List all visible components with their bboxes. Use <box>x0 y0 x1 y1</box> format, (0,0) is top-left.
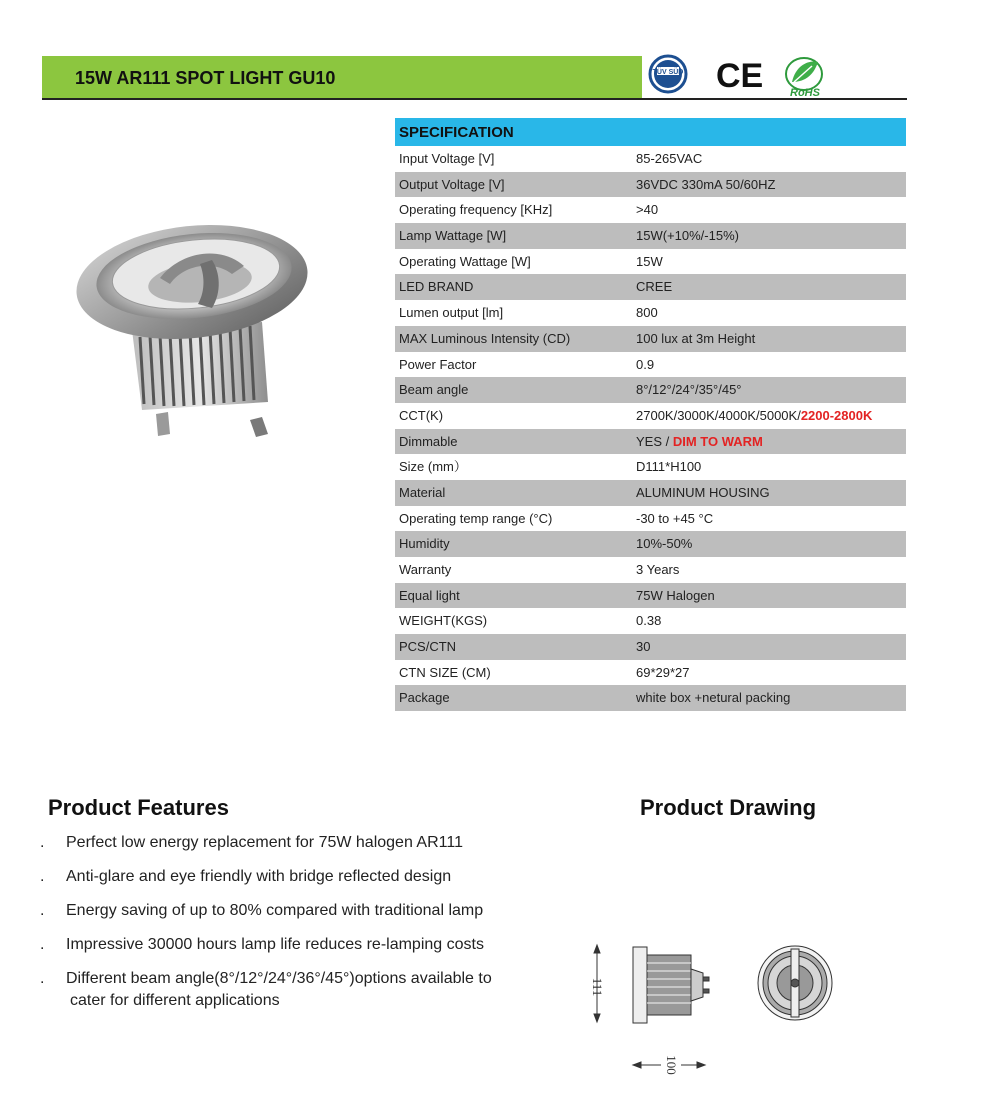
spec-value <box>636 326 755 352</box>
height-dimension <box>590 945 605 1022</box>
spec-label: Lumen output [lm] <box>399 305 504 321</box>
spec-value-text: 85-265VAC <box>636 151 703 166</box>
title-bar <box>42 56 642 99</box>
product-drawing <box>585 935 845 1085</box>
spec-label: Dimmable <box>399 433 458 449</box>
spec-label: CCT(K) <box>399 407 444 423</box>
spec-label: WEIGHT(KGS) <box>399 613 488 629</box>
spec-row <box>395 172 906 198</box>
spec-label: Beam angle <box>399 382 469 398</box>
page-title: 15W AR111 SPOT LIGHT GU10 <box>75 68 336 88</box>
features-title: Product Features <box>48 795 229 820</box>
spec-value-text: 75W Halogen <box>636 587 715 603</box>
spec-label: Material <box>399 484 446 500</box>
spec-value <box>636 685 790 711</box>
spec-value-text: CREE <box>636 279 673 295</box>
features-list <box>40 832 600 1024</box>
spec-value-text: 30 <box>636 639 651 655</box>
spec-label: Size (mm） <box>399 459 467 475</box>
spec-value <box>636 249 663 275</box>
certification-logos <box>648 52 908 100</box>
spec-label: Power Factor <box>399 356 477 372</box>
spec-row <box>395 634 906 660</box>
spec-label: PCS/CTN <box>399 639 457 655</box>
tuv-label: TÜV SÜD <box>652 69 684 76</box>
spec-label: Output Voltage [V] <box>399 176 505 192</box>
spec-row <box>395 531 906 557</box>
spec-value <box>636 660 690 686</box>
spec-row <box>395 506 906 532</box>
spec-value-text: 36VDC 330mA 50/60HZ <box>636 176 776 192</box>
spec-row <box>395 480 906 506</box>
feature-text: Different beam angle(8°/12°/24°/36°/45°)options available to <box>66 970 492 987</box>
lamp-photo <box>72 212 312 452</box>
spec-value-text: 0.38 <box>636 613 662 629</box>
spec-row <box>395 660 906 686</box>
spec-row <box>395 274 906 300</box>
rohs-label: RoHS <box>790 87 820 99</box>
spec-row <box>395 557 906 583</box>
ce-logo <box>716 57 763 95</box>
spec-label: Equal light <box>399 587 460 603</box>
feature-text: Anti-glare and eye friendly with bridge reflected design <box>66 868 452 885</box>
feature-item <box>40 866 600 888</box>
feature-item <box>40 832 600 854</box>
spec-label: LED BRAND <box>399 279 474 295</box>
spec-row <box>395 326 906 352</box>
width-dimension-label: 100 <box>664 1055 679 1075</box>
spec-value-text: white box +netural packing <box>636 690 791 706</box>
bullet-icon: . <box>40 868 45 885</box>
spec-row <box>395 223 906 249</box>
height-dimension-label: 111 <box>590 977 605 997</box>
spec-value <box>636 146 702 172</box>
spec-value <box>636 429 763 455</box>
feature-text-continuation: cater for different applications <box>70 992 280 1009</box>
spec-value <box>636 223 739 249</box>
spec-value-text: 69*29*27 <box>636 664 690 680</box>
spec-label: Operating frequency [KHz] <box>399 202 553 218</box>
spec-value-text: 15W(+10%/-15%) <box>636 228 739 244</box>
spec-label: Operating temp range (°C) <box>399 510 553 526</box>
spec-value <box>636 377 742 403</box>
spec-row <box>395 403 906 429</box>
spec-row <box>395 454 906 480</box>
feature-item <box>40 900 600 922</box>
spec-row <box>395 685 906 711</box>
spec-value <box>636 172 775 198</box>
spec-label: Humidity <box>399 536 450 552</box>
spec-value-text: 0.9 <box>636 356 655 372</box>
spec-value-text: ALUMINUM HOUSING <box>636 484 770 500</box>
spec-value-text: D111*H100 <box>636 459 702 475</box>
spec-value-text: 100 lux at 3m Height <box>636 330 756 346</box>
spec-label: Warranty <box>399 562 452 577</box>
spec-value <box>636 531 692 557</box>
spec-value <box>636 274 672 300</box>
feature-text: Energy saving of up to 80% compared with traditional lamp <box>66 902 484 919</box>
specification-header: SPECIFICATION <box>395 118 906 146</box>
ce-label: CE <box>716 57 764 95</box>
spec-row <box>395 608 906 634</box>
spec-value <box>636 583 715 609</box>
spec-row <box>395 377 906 403</box>
spec-value <box>636 557 679 583</box>
spec-row <box>395 300 906 326</box>
spec-value-text: -30 to +45 °C <box>636 510 714 526</box>
feature-text: Impressive 30000 hours lamp life reduces re-lamping costs <box>66 936 484 953</box>
feature-item <box>40 968 600 1012</box>
spec-value <box>636 634 650 660</box>
spec-row <box>395 146 906 172</box>
spec-value-text: 800 <box>636 305 658 321</box>
bullet-icon: . <box>40 834 45 851</box>
spec-row <box>395 197 906 223</box>
width-dimension <box>633 1055 705 1075</box>
spec-value-text: 3 Years <box>636 562 680 577</box>
spec-label: CTN SIZE (CM) <box>399 664 491 680</box>
specification-rows <box>395 146 906 711</box>
spec-value <box>636 454 701 480</box>
spec-value <box>636 300 658 326</box>
spec-value-text: YES / <box>636 433 673 449</box>
spec-value-text: 2700K/3000K/4000K/5000K/ <box>636 407 801 423</box>
spec-row <box>395 429 906 455</box>
spec-label: Input Voltage [V] <box>399 151 495 166</box>
spec-value-highlight: DIM TO WARM <box>672 433 763 449</box>
spec-row <box>395 352 906 378</box>
lamp-front-view <box>758 946 832 1020</box>
spec-value <box>636 352 654 378</box>
spec-value-text: >40 <box>636 202 659 218</box>
feature-item <box>40 934 600 956</box>
spec-value-text: 8°/12°/24°/35°/45° <box>636 382 742 398</box>
tuv-logo <box>650 56 686 92</box>
drawing-title: Product Drawing <box>640 795 817 820</box>
spec-row <box>395 249 906 275</box>
spec-value <box>636 403 872 429</box>
specification-table <box>395 118 906 711</box>
spec-value <box>636 197 658 223</box>
rohs-logo <box>786 58 822 99</box>
spec-value <box>636 480 770 506</box>
spec-value-highlight: 2200-2800K <box>800 407 873 423</box>
spec-label: Lamp Wattage [W] <box>399 228 507 244</box>
spec-row <box>395 583 906 609</box>
spec-value <box>636 608 661 634</box>
lamp-side-view <box>633 947 709 1023</box>
spec-label: MAX Luminous Intensity (CD) <box>399 330 571 346</box>
spec-label: Operating Wattage [W] <box>399 253 531 269</box>
spec-value-text: 10%-50% <box>636 536 693 552</box>
feature-text: Perfect low energy replacement for 75W halogen AR111 <box>66 834 463 851</box>
spec-value-text: 15W <box>636 253 663 269</box>
bullet-icon: . <box>40 936 45 953</box>
spec-value <box>636 506 713 532</box>
bullet-icon: . <box>40 970 45 987</box>
spec-label: Package <box>399 690 450 706</box>
bullet-icon: . <box>40 902 45 919</box>
